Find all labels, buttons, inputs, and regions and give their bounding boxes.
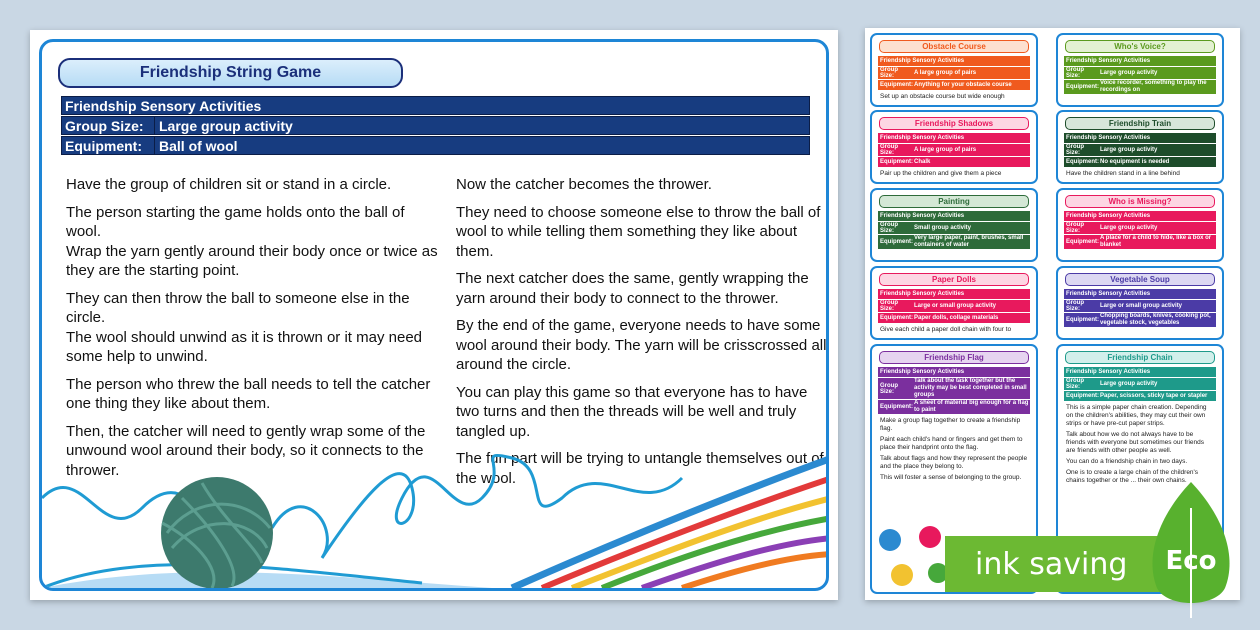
preview-row-value: Chalk xyxy=(914,158,931,165)
preview-card-row xyxy=(1064,378,1216,390)
preview-card-text xyxy=(880,326,1028,334)
preview-card-row xyxy=(1064,289,1216,299)
instruction-paragraph: You can play this game so that everyone has to have two turns and then the threads will be well and truly tangled up. xyxy=(456,383,808,440)
ink-saving-banner xyxy=(945,536,1160,592)
preview-card xyxy=(870,188,1038,262)
preview-text-line: Have the children stand in a line behind xyxy=(1066,170,1180,177)
preview-card-row xyxy=(878,157,1030,167)
instruction-paragraph: The next catcher does the same, gently wrapping the yarn around their body to connect to the thrower. xyxy=(456,270,809,307)
preview-card-title: Obstacle Course xyxy=(879,40,1029,53)
preview-card-row xyxy=(878,235,1030,249)
preview-text-line: Make a group flag together to create a friendship flag. xyxy=(880,417,1021,432)
preview-card xyxy=(1056,33,1224,107)
preview-row-value: Very large paper, paint, brushes, small containers of water xyxy=(914,235,1024,248)
preview-card-title: Who is Missing? xyxy=(1065,195,1215,208)
preview-card-row xyxy=(1064,300,1216,312)
preview-card-row xyxy=(878,313,1030,323)
preview-card-title: Painting xyxy=(879,195,1029,208)
preview-row-value: Talk about the task together but the activity may be best completed in small groups xyxy=(914,378,1027,398)
preview-row-label: Equipment: xyxy=(880,239,913,245)
preview-card-title: Friendship Chain xyxy=(1065,351,1215,364)
preview-card xyxy=(870,33,1038,107)
instruction-paragraph: Then, the catcher will need to gently wrap some of the unwound wool around their body, so it connects to the thrower. xyxy=(66,422,426,479)
instruction-paragraph: Now the catcher becomes the thrower. xyxy=(456,176,712,193)
preview-row-label: Group Size: xyxy=(1066,67,1084,79)
preview-row-value: Friendship Sensory Activities xyxy=(880,290,965,297)
instructions-left-column xyxy=(66,175,441,488)
preview-row-value: No equipment is needed xyxy=(1100,158,1170,165)
activity-sheet xyxy=(30,30,838,600)
preview-row-value: Large group activity xyxy=(1100,224,1158,231)
preview-row-label: Equipment: xyxy=(880,159,913,165)
preview-row-value: Small group activity xyxy=(914,224,972,231)
instructions-right-column xyxy=(456,175,829,496)
preview-text-line: This is a simple paper chain creation. Depending on the children's abilities, they may cut their own strips or have pre-cut paper strips. xyxy=(1066,404,1207,427)
preview-text-line: Give each child a paper doll chain with four to xyxy=(880,326,1012,333)
preview-card-row xyxy=(1064,144,1216,156)
preview-row-value: Large or small group activity xyxy=(1100,302,1183,309)
preview-row-value: Friendship Sensory Activities xyxy=(1066,57,1151,64)
preview-row-value: Friendship Sensory Activities xyxy=(1066,134,1151,141)
preview-card-row xyxy=(878,56,1030,66)
preview-card-row xyxy=(878,400,1030,414)
preview-text-line: Paint each child's hand or fingers and get them to place their handprint onto the flag. xyxy=(880,436,1023,451)
preview-row-value: Voice recorder, something to play the recordings on xyxy=(1100,80,1207,93)
preview-card-title: Who's Voice? xyxy=(1065,40,1215,53)
preview-card-row xyxy=(1064,222,1216,234)
preview-card-row xyxy=(1064,80,1216,94)
preview-row-label: Equipment: xyxy=(1066,84,1099,90)
preview-row-value: Paper, scissors, sticky tape or stapler xyxy=(1100,392,1208,399)
preview-text-line: This will foster a sense of belonging to the group. xyxy=(880,474,1022,481)
preview-row-value: Large group activity xyxy=(1100,146,1158,153)
group-size-value: Large group activity xyxy=(159,117,293,134)
preview-card-row xyxy=(1064,56,1216,66)
preview-row-label: Group Size: xyxy=(1066,222,1084,234)
page-title: Friendship String Game xyxy=(58,58,403,88)
preview-row-label: Equipment: xyxy=(880,82,913,88)
equipment-value: Ball of wool xyxy=(159,137,238,154)
preview-card-row xyxy=(1064,157,1216,167)
preview-row-value: A sheet of material big enough for a flag to paint xyxy=(914,400,1029,413)
preview-card-row xyxy=(1064,313,1216,327)
preview-row-label: Group Size: xyxy=(880,67,898,79)
activity-info-table xyxy=(61,96,810,156)
preview-card-row xyxy=(878,300,1030,312)
preview-row-value: Paper dolls, collage materials xyxy=(914,314,999,321)
preview-row-label: Group Size: xyxy=(1066,144,1084,156)
preview-row-value: Friendship Sensory Activities xyxy=(1066,368,1151,375)
preview-row-label: Equipment: xyxy=(1066,393,1099,399)
preview-card-row xyxy=(1064,211,1216,221)
ink-saving-label: ink saving xyxy=(975,546,1128,582)
instruction-paragraph: Have the group of children sit or stand in a circle. xyxy=(66,176,392,193)
instruction-paragraph: They can then throw the ball to someone else in the circle. The wool should unwind as it is thrown or it may need some help to unwind. xyxy=(66,289,423,365)
preview-card-row xyxy=(878,222,1030,234)
preview-card-row xyxy=(878,80,1030,90)
preview-row-value: Chopping boards, knives, cooking pot, vegetable stock, vegetables xyxy=(1100,313,1211,326)
preview-row-label: Group Size: xyxy=(880,382,898,395)
preview-row-value: Friendship Sensory Activities xyxy=(880,368,965,375)
preview-card-row xyxy=(878,378,1030,399)
instruction-paragraph: The person who threw the ball needs to tell the catcher one thing they like about them. xyxy=(66,375,431,412)
preview-text-line: One is to create a large chain of the children's chains together or the ... their own chains. xyxy=(1066,469,1199,484)
group-size-row xyxy=(61,116,810,135)
preview-row-value: Large or small group activity xyxy=(914,302,997,309)
table-header: Friendship Sensory Activities xyxy=(61,96,810,115)
preview-card-row xyxy=(878,211,1030,221)
preview-card xyxy=(1056,110,1224,184)
preview-row-label: Group Size: xyxy=(1066,378,1084,390)
preview-card-row xyxy=(878,289,1030,299)
preview-row-value: Large group activity xyxy=(1100,69,1158,76)
preview-card-title: Friendship Flag xyxy=(879,351,1029,364)
instruction-paragraph: The fun part will be trying to untangle themselves out of the wool. xyxy=(456,450,824,487)
preview-card-row xyxy=(878,133,1030,143)
preview-card-row xyxy=(878,67,1030,79)
preview-card xyxy=(1056,188,1224,262)
equipment-label: Equipment: xyxy=(62,137,155,154)
preview-row-value: Friendship Sensory Activities xyxy=(880,57,965,64)
preview-row-value: A large group of pairs xyxy=(914,146,977,153)
preview-row-label: Equipment: xyxy=(1066,239,1099,245)
preview-text-line: Pair up the children and give them a piece xyxy=(880,170,1002,177)
preview-card-row xyxy=(1064,235,1216,249)
preview-row-value: Friendship Sensory Activities xyxy=(880,212,965,219)
preview-card-row xyxy=(1064,133,1216,143)
instruction-paragraph: The person starting the game holds onto the ball of wool. Wrap the yarn gently around their body once or twice as they are the starting point. xyxy=(66,203,438,279)
preview-card-text xyxy=(1066,404,1214,485)
preview-card-title: Friendship Shadows xyxy=(879,117,1029,130)
preview-row-label: Equipment: xyxy=(1066,159,1099,165)
equipment-row xyxy=(61,136,810,155)
preview-card xyxy=(870,110,1038,184)
preview-card-text xyxy=(880,170,1028,178)
preview-row-value: Friendship Sensory Activities xyxy=(1066,212,1151,219)
preview-card xyxy=(870,266,1038,340)
preview-row-label: Equipment: xyxy=(1066,317,1099,323)
preview-row-value: A place for a child to hide, like a box or blanket xyxy=(1100,235,1212,248)
preview-card xyxy=(1056,266,1224,340)
preview-text-line: Set up an obstacle course but wide enough xyxy=(880,93,1005,100)
preview-row-label: Group Size: xyxy=(880,222,898,234)
preview-card-row xyxy=(1064,367,1216,377)
instruction-paragraph: They need to choose someone else to throw the ball of wool to while telling them something they like about them. xyxy=(456,203,821,260)
preview-text-line: Talk about flags and how they represent the people and the place they belong to. xyxy=(880,455,1028,470)
eco-label: Eco xyxy=(1165,546,1217,576)
sheet-frame xyxy=(39,39,829,591)
preview-card-row xyxy=(1064,67,1216,79)
preview-card-title: Vegetable Soup xyxy=(1065,273,1215,286)
preview-card-text xyxy=(880,93,1028,101)
preview-row-value: Friendship Sensory Activities xyxy=(880,134,965,141)
preview-row-label: Group Size: xyxy=(880,300,898,312)
preview-card-row xyxy=(1064,391,1216,401)
preview-row-label: Equipment: xyxy=(880,315,913,321)
preview-card-title: Paper Dolls xyxy=(879,273,1029,286)
preview-card-text xyxy=(880,417,1028,482)
preview-text-line: Talk about how we do not always have to be friends with everyone but sometimes our friends are friends with other people as well. xyxy=(1066,431,1205,454)
preview-row-label: Equipment: xyxy=(880,404,913,410)
preview-card-row xyxy=(878,144,1030,156)
preview-card-text xyxy=(1066,170,1214,178)
preview-row-value: Large group activity xyxy=(1100,380,1158,387)
preview-row-label: Group Size: xyxy=(1066,300,1084,312)
preview-row-label: Group Size: xyxy=(880,144,898,156)
preview-card-title: Friendship Train xyxy=(1065,117,1215,130)
preview-row-value: Anything for your obstacle course xyxy=(914,81,1012,88)
preview-card-row xyxy=(878,367,1030,377)
preview-text-line: You can do a friendship chain in two days. xyxy=(1066,458,1188,465)
preview-row-value: Friendship Sensory Activities xyxy=(1066,290,1151,297)
instruction-paragraph: By the end of the game, everyone needs to have some wool around their body. The yarn will be crisscrossed all around the circle. xyxy=(456,317,827,373)
group-size-label: Group Size: xyxy=(62,117,155,134)
preview-row-value: A large group of pairs xyxy=(914,69,977,76)
